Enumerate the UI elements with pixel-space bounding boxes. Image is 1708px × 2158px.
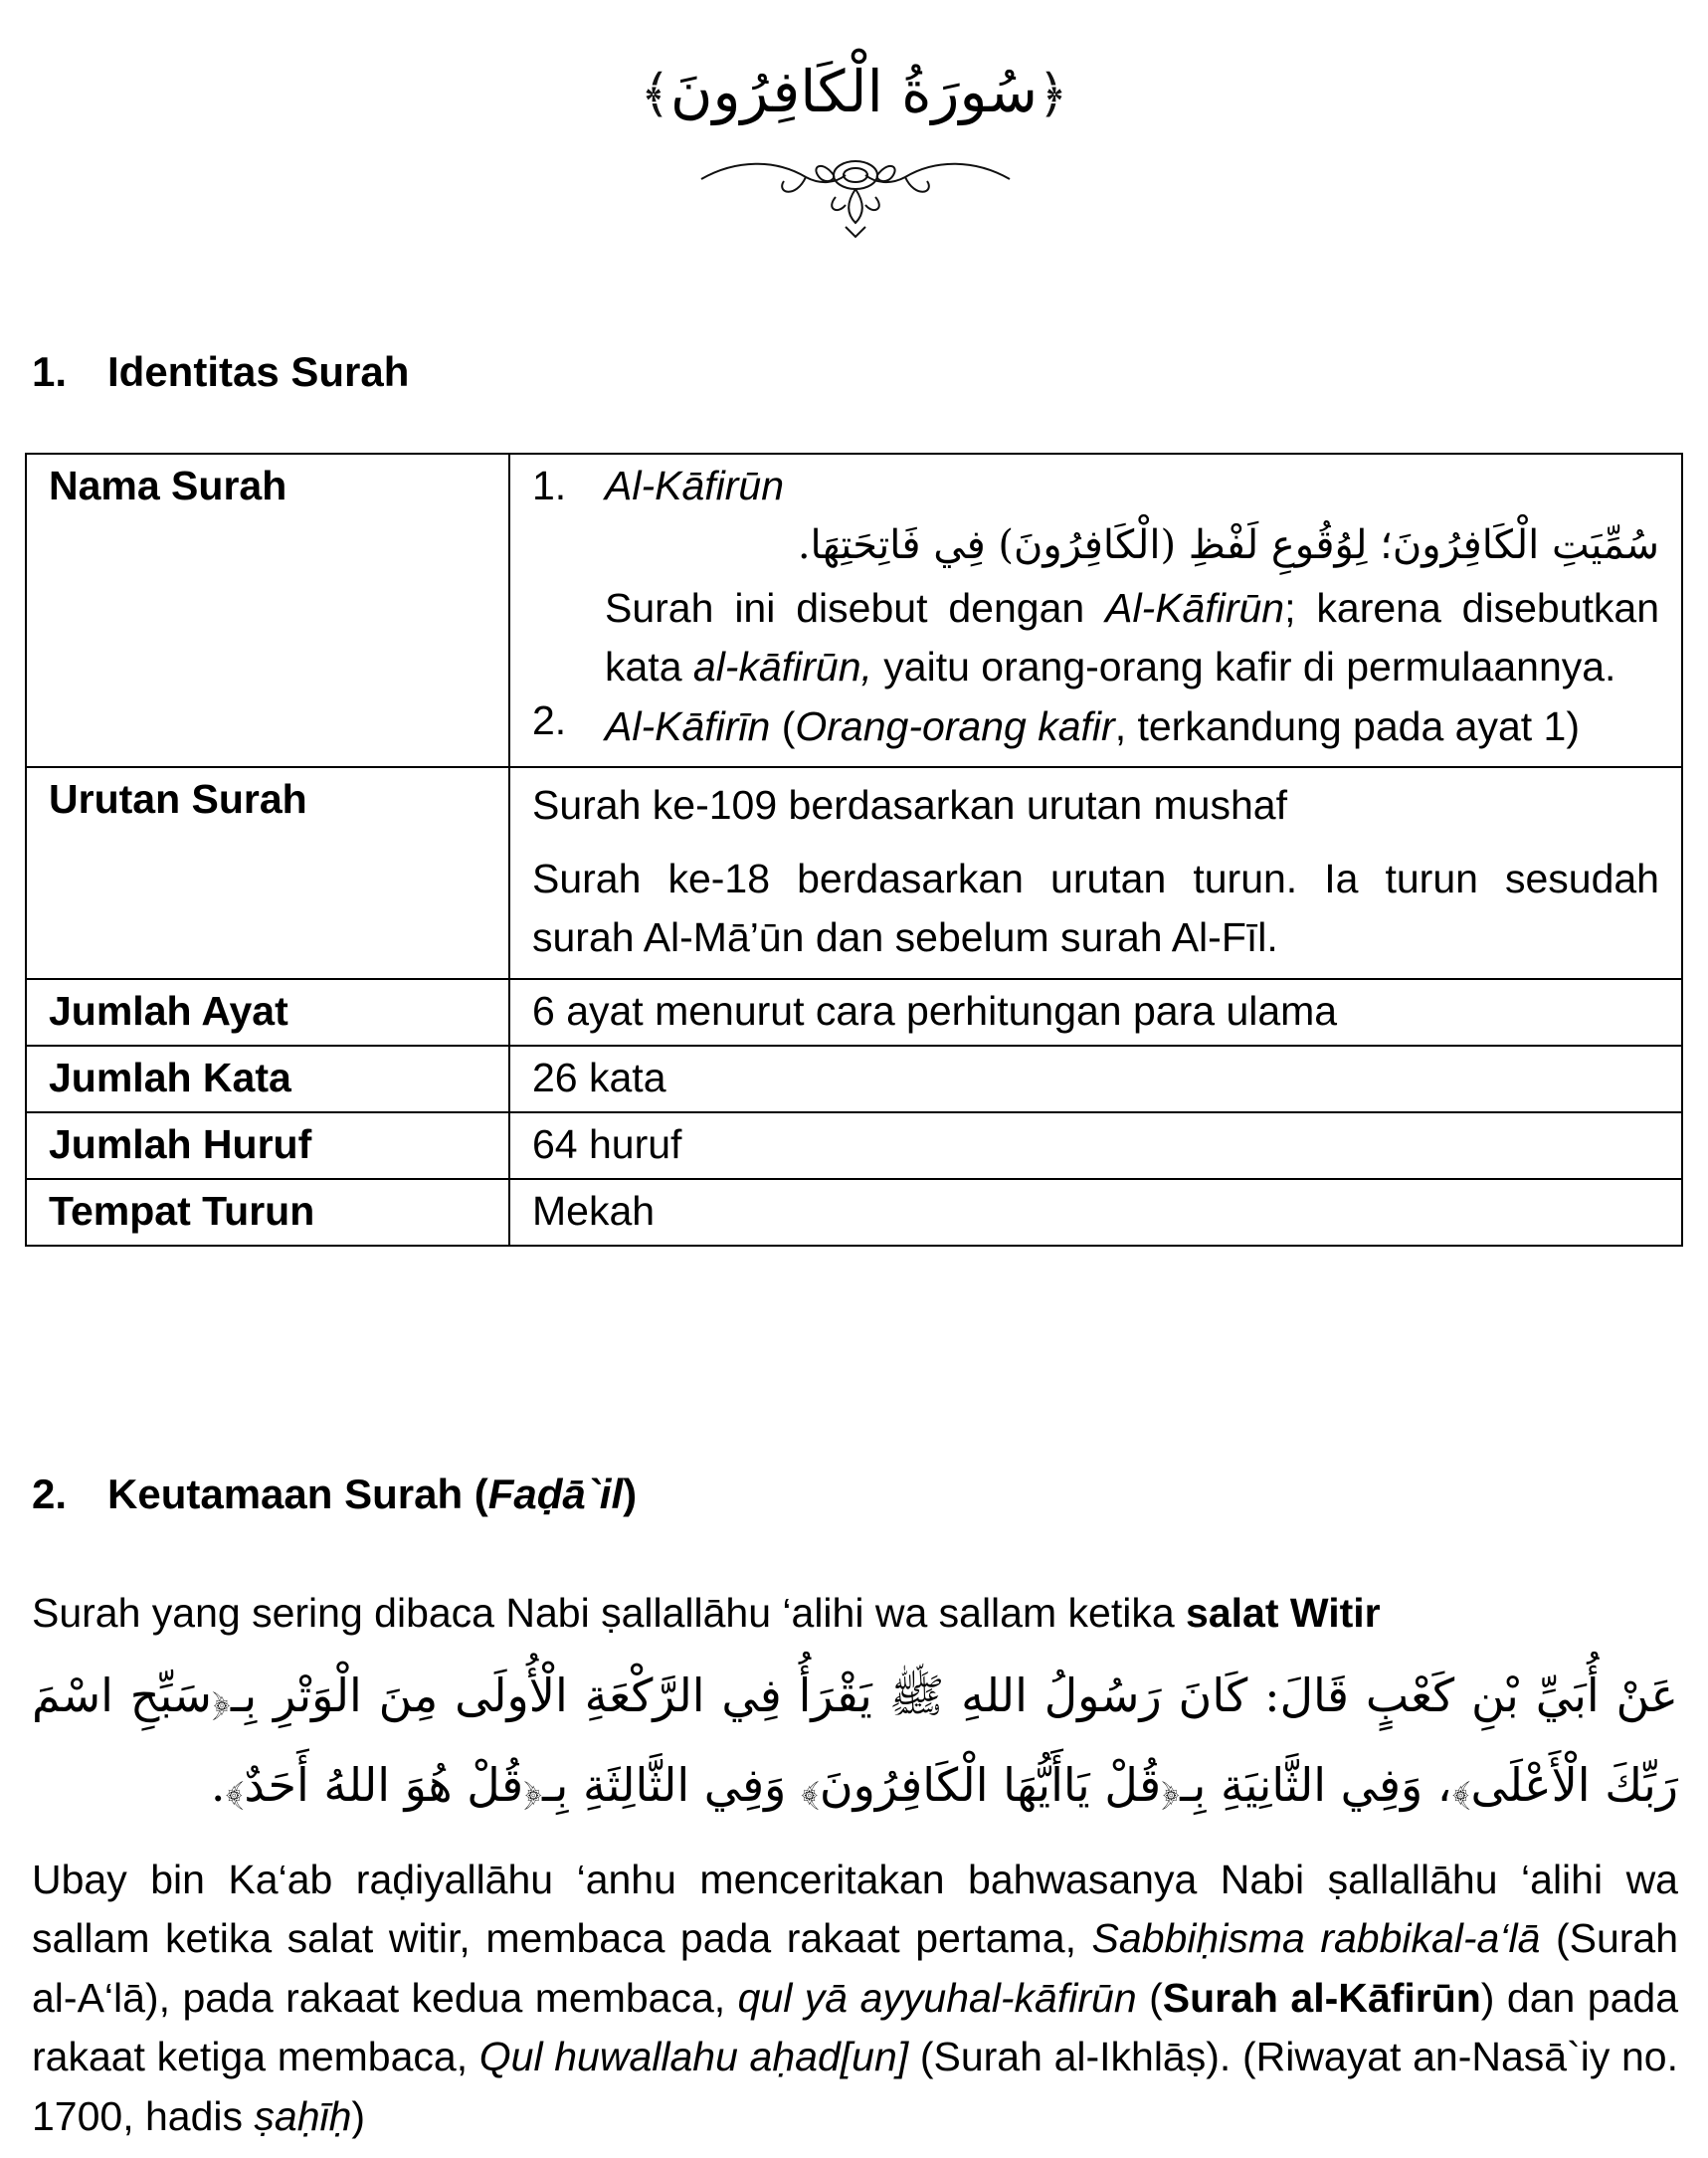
arabic-naming-reason: سُمِّيَتِ الْكَافِرُونَ؛ لِوُقُوعِ لَفْظِ (الْكَافِرُونَ) فِي فَاتِحَتِهَا. — [797, 522, 1659, 568]
ornate-bracket-close: ﴾ — [640, 65, 670, 124]
identity-table — [25, 453, 1683, 1247]
item-number: 1. — [532, 463, 567, 508]
section-title-italic: Faḍā`il — [487, 1471, 624, 1517]
section-title-part: Keutamaan Surah ( — [107, 1471, 488, 1517]
row-label: Jumlah Ayat — [26, 979, 509, 1046]
surah-name: Al-Kāfirūn — [605, 463, 785, 508]
hadith-translation: Ubay bin Ka‘ab raḍiyallāhu ‘anhu menceritakan bahwasanya Nabi ṣallallāhu ‘alihi wa sallam ketika salat witir, membaca pada rakaat pertama, Sabbiḥisma rabbikal-a‘lā (Surah al-A‘lā), pada rakaat kedua membaca, qul yā ayyuhal-kāfirūn (Surah al-Kāfirūn) dan pada rakaat ketiga membaca, Qul huwallahu aḥad[un] (Surah al-Ikhlāṣ). (Riwayat an-Nasā`iy no. 1700, hadis ṣaḥīḥ) — [32, 1857, 1678, 2139]
table-row — [26, 1179, 1682, 1246]
row-label: Tempat Turun — [26, 1179, 509, 1246]
intro-paragraph: Surah yang sering dibaca Nabi ṣallallāhu ‘alihi wa sallam ketika salat Witir — [32, 1590, 1381, 1636]
row-value: Mekah — [509, 1179, 1682, 1246]
section-title-part: ) — [623, 1471, 638, 1517]
row-value — [509, 454, 1682, 767]
item-number: 2. — [532, 696, 567, 743]
section-heading-identitas — [32, 348, 409, 396]
table-row — [26, 1112, 1682, 1179]
order-mushaf: Surah ke-109 berdasarkan urutan mushaf — [532, 782, 1287, 829]
section-number: 1. — [32, 348, 68, 395]
row-value — [509, 767, 1682, 978]
section-number: 2. — [32, 1471, 68, 1517]
row-label: Jumlah Kata — [26, 1046, 509, 1112]
section-title: Identitas Surah — [107, 348, 410, 395]
section-heading-keutamaan — [32, 1471, 637, 1518]
table-row — [26, 1046, 1682, 1112]
table-row — [26, 979, 1682, 1046]
table-row — [26, 767, 1682, 978]
hadith-arabic: عَنْ أُبَيِّ بْنِ كَعْبٍ قَالَ: كَانَ رَسُولُ اللهِ ﷺ يَقْرَأُ فِي الرَّكْعَةِ الْأُولَى مِنَ الْوَتْرِ بِـ﴿سَبِّحِ اسْمَ رَبِّكَ الْأَعْلَى﴾، وَفِي الثَّانِيَةِ بِـ﴿قُلْ يَاأَيُّهَا الْكَافِرُونَ﴾ وَفِي الثَّالِثَةِ بِـ﴿قُلْ هُوَ اللهُ أَحَدٌ﴾. — [32, 1668, 1678, 1812]
alternate-name: Al-Kāfirīn (Orang-orang kafir, terkandung pada ayat 1) — [605, 702, 1580, 749]
row-value: 6 ayat menurut cara perhitungan para ulama — [509, 979, 1682, 1046]
row-label: Jumlah Huruf — [26, 1112, 509, 1179]
order-revelation: Surah ke-18 berdasarkan urutan turun. Ia turun sesudah surah Al-Mā’ūn dan sebelum surah Al-Fīl. — [532, 855, 1659, 961]
surah-title-arabic: سُورَةُ الْكَافِرُونَ — [669, 58, 1039, 125]
row-label: Urutan Surah — [26, 767, 509, 978]
row-label: Nama Surah — [26, 454, 509, 767]
row-value: 26 kata — [509, 1046, 1682, 1112]
naming-description: Surah ini disebut dengan Al-Kāfirūn; karena disebutkan kata al-kāfirūn, yaitu orang-orang kafir di permulaannya. — [605, 585, 1659, 690]
list-item-desc — [532, 579, 1659, 697]
list-item — [532, 463, 1659, 509]
row-value: 64 huruf — [509, 1112, 1682, 1179]
ornate-bracket-open: ﴿ — [1038, 65, 1068, 124]
flourish-ornament-icon — [696, 149, 1015, 239]
list-item — [532, 697, 1659, 756]
surah-title — [0, 58, 1708, 127]
table-row — [26, 454, 1682, 767]
